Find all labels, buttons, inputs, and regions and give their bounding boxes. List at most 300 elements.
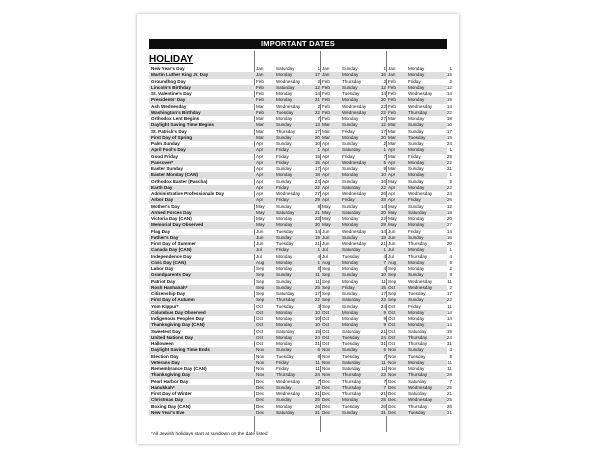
month: Jun bbox=[256, 234, 264, 240]
day-number: 1 bbox=[449, 66, 452, 71]
weekday: Sunday bbox=[408, 297, 424, 303]
weekday: Monday bbox=[408, 72, 425, 78]
day-number: 1 bbox=[383, 147, 386, 153]
month: Oct bbox=[388, 328, 396, 334]
day-number: 4 bbox=[383, 266, 386, 271]
weekday: Monday bbox=[408, 172, 425, 178]
weekday: Sunday bbox=[408, 141, 424, 146]
day-number: 21 bbox=[314, 97, 320, 103]
holiday-name: Labor Day bbox=[151, 266, 174, 271]
day-number: 27 bbox=[380, 116, 386, 121]
month: Mar bbox=[388, 166, 396, 171]
weekday: Tuesday bbox=[276, 228, 294, 234]
month: Dec bbox=[322, 384, 331, 390]
day-number: 17 bbox=[380, 128, 386, 134]
day-number: 2 bbox=[383, 141, 386, 146]
weekday: Monday bbox=[408, 222, 425, 228]
month: Sep bbox=[322, 297, 331, 303]
day-number: 15 bbox=[314, 159, 320, 165]
holiday-name: Easter Monday (CAN) bbox=[151, 172, 198, 178]
weekday: Monday bbox=[408, 359, 425, 365]
weekday: Saturday bbox=[408, 391, 427, 396]
month: Apr bbox=[388, 191, 396, 196]
weekday: Thursday bbox=[342, 372, 362, 378]
day-number: 11 bbox=[381, 359, 386, 365]
holiday-name: Columbus Day Observed bbox=[151, 309, 206, 315]
weekday: Wednesday bbox=[276, 78, 301, 84]
weekday: Sunday bbox=[276, 278, 292, 284]
weekday: Thursday bbox=[408, 403, 428, 409]
weekday: Friday bbox=[408, 228, 421, 234]
day-number: 31 bbox=[446, 341, 452, 346]
weekday: Monday bbox=[342, 397, 359, 403]
month: Sep bbox=[388, 297, 397, 303]
weekday: Tuesday bbox=[342, 353, 360, 359]
weekday: Sunday bbox=[342, 409, 358, 415]
weekday: Sunday bbox=[408, 122, 424, 128]
day-number: 22 bbox=[380, 103, 386, 109]
month: Oct bbox=[256, 322, 264, 328]
holiday-name: Mother's Day bbox=[151, 203, 180, 209]
weekday: Wednesday bbox=[342, 159, 367, 165]
month: Jul bbox=[388, 247, 394, 253]
weekday: Sunday bbox=[276, 122, 292, 128]
day-number: 22 bbox=[446, 109, 452, 115]
month: Nov bbox=[388, 372, 397, 378]
holiday-name: Election Day bbox=[151, 353, 179, 359]
weekday: Saturday bbox=[342, 209, 361, 215]
month: Sep bbox=[388, 291, 397, 296]
month: Feb bbox=[322, 109, 330, 115]
weekday: Monday bbox=[342, 266, 359, 271]
day-number: 14 bbox=[446, 309, 452, 315]
month: Apr bbox=[256, 153, 264, 159]
day-number: 1 bbox=[317, 247, 320, 253]
holiday-name: Easter Sunday bbox=[151, 166, 183, 171]
holiday-name: First Day of Spring bbox=[151, 134, 193, 140]
holiday-name: Lincoln's Birthday bbox=[151, 84, 191, 90]
weekday: Friday bbox=[276, 359, 289, 365]
day-number: 29 bbox=[380, 222, 386, 228]
day-number: 22 bbox=[446, 297, 452, 303]
day-number: 21 bbox=[380, 391, 386, 396]
month: Sep bbox=[322, 284, 331, 290]
weekday: Saturday bbox=[276, 291, 295, 296]
weekday: Monday bbox=[276, 97, 293, 103]
day-number: 16 bbox=[446, 234, 452, 240]
weekday: Sunday bbox=[276, 384, 292, 390]
day-number: 25 bbox=[446, 397, 452, 403]
day-number: 29 bbox=[446, 153, 452, 159]
holiday-name: Groundhog Day bbox=[151, 78, 186, 84]
holiday-name: Thanksgiving Day (CAN) bbox=[151, 322, 205, 328]
month: Nov bbox=[388, 366, 397, 371]
day-number: 23 bbox=[380, 297, 386, 303]
day-number: 20 bbox=[314, 134, 320, 140]
weekday: Monday bbox=[408, 316, 425, 321]
day-number: 14 bbox=[314, 91, 320, 96]
month: Mar bbox=[256, 134, 264, 140]
weekday: Monday bbox=[408, 159, 425, 165]
month: May bbox=[256, 203, 265, 209]
month: Oct bbox=[256, 341, 264, 346]
holiday-name: First Day of Winter bbox=[151, 391, 192, 396]
day-number: 6 bbox=[317, 347, 320, 353]
day-number: 17 bbox=[314, 166, 320, 171]
day-number: 9 bbox=[383, 322, 386, 328]
month: Apr bbox=[256, 178, 264, 184]
day-number: 14 bbox=[380, 203, 386, 209]
day-number: 9 bbox=[383, 316, 386, 321]
weekday: Saturday bbox=[342, 297, 361, 303]
weekday: Monday bbox=[276, 72, 293, 78]
day-number: 19 bbox=[314, 234, 320, 240]
month: Jan bbox=[256, 66, 264, 71]
day-number: 17 bbox=[446, 128, 452, 134]
day-number: 8 bbox=[317, 203, 320, 209]
day-number: 1 bbox=[449, 247, 452, 253]
month: Dec bbox=[256, 403, 265, 409]
month: Dec bbox=[256, 391, 265, 396]
day-number: 17 bbox=[446, 291, 452, 296]
weekday: Tuesday bbox=[408, 291, 426, 296]
day-number: 5 bbox=[449, 259, 452, 265]
month: Nov bbox=[388, 353, 397, 359]
day-number: 20 bbox=[380, 134, 386, 140]
month: Sep bbox=[322, 278, 331, 284]
month: Sep bbox=[388, 272, 397, 278]
day-number: 18 bbox=[380, 234, 386, 240]
weekday: Monday bbox=[276, 253, 293, 259]
weekday: Sunday bbox=[276, 272, 292, 278]
weekday: Monday bbox=[276, 259, 293, 265]
weekday: Saturday bbox=[276, 84, 295, 90]
month: Jun bbox=[388, 241, 396, 246]
day-number: 5 bbox=[383, 347, 386, 353]
weekday: Monday bbox=[408, 116, 425, 121]
month: May bbox=[322, 222, 331, 228]
weekday: Sunday bbox=[342, 203, 358, 209]
day-number: 19 bbox=[446, 97, 452, 103]
month: Mar bbox=[256, 103, 264, 109]
day-number: 7 bbox=[383, 153, 386, 159]
month: Apr bbox=[388, 147, 396, 153]
month: Oct bbox=[388, 322, 396, 328]
month: Sep bbox=[388, 278, 397, 284]
month: Apr bbox=[388, 197, 396, 203]
day-number: 17 bbox=[314, 291, 320, 296]
weekday: Friday bbox=[408, 197, 421, 203]
day-number: 15 bbox=[314, 328, 320, 334]
weekday: Monday bbox=[276, 334, 293, 340]
day-number: 2 bbox=[449, 266, 452, 271]
month: May bbox=[388, 209, 397, 215]
day-number: 1 bbox=[317, 147, 320, 153]
month: Apr bbox=[256, 141, 264, 146]
day-number: 26 bbox=[314, 403, 320, 409]
weekday: Monday bbox=[342, 316, 359, 321]
weekday: Sunday bbox=[276, 234, 292, 240]
month: Dec bbox=[322, 378, 331, 384]
day-number: 14 bbox=[446, 316, 452, 321]
day-number: 17 bbox=[314, 72, 320, 78]
month: Jan bbox=[322, 66, 330, 71]
weekday: Monday bbox=[342, 116, 359, 121]
day-number: 31 bbox=[314, 341, 320, 346]
day-number: 21 bbox=[314, 209, 320, 215]
weekday: Monday bbox=[276, 266, 293, 271]
weekday: Friday bbox=[342, 197, 355, 203]
weekday: Wednesday bbox=[276, 191, 301, 196]
month: Apr bbox=[256, 197, 264, 203]
weekday: Sunday bbox=[342, 347, 358, 353]
holiday-name: Armed Forces Day bbox=[151, 209, 192, 215]
month: Feb bbox=[388, 103, 396, 109]
weekday: Sunday bbox=[276, 397, 292, 403]
day-number: 21 bbox=[380, 328, 386, 334]
day-number: 24 bbox=[380, 334, 386, 340]
weekday: Monday bbox=[276, 222, 293, 228]
weekday: Wednesday bbox=[342, 228, 367, 234]
month: Oct bbox=[322, 316, 330, 321]
day-number: 2 bbox=[383, 78, 386, 84]
weekday: Sunday bbox=[408, 234, 424, 240]
weekday: Sunday bbox=[276, 166, 292, 171]
month: Jan bbox=[256, 72, 264, 78]
day-number: 22 bbox=[446, 184, 452, 190]
weekday: Monday bbox=[276, 216, 293, 221]
month: May bbox=[388, 203, 397, 209]
weekday: Tuesday bbox=[276, 353, 294, 359]
month: Oct bbox=[388, 316, 396, 321]
weekday: Friday bbox=[408, 303, 421, 309]
month: Dec bbox=[388, 391, 397, 396]
month: Dec bbox=[322, 397, 331, 403]
month: Mar bbox=[388, 116, 396, 121]
day-number: 18 bbox=[446, 116, 452, 121]
day-number: 5 bbox=[449, 353, 452, 359]
day-number: 8 bbox=[317, 353, 320, 359]
day-number: 29 bbox=[314, 197, 320, 203]
month: Nov bbox=[388, 359, 397, 365]
day-number: 28 bbox=[380, 197, 386, 203]
weekday: Wednesday bbox=[408, 103, 433, 109]
month: Nov bbox=[322, 359, 331, 365]
weekday: Sunday bbox=[408, 128, 424, 134]
month: Mar bbox=[256, 116, 264, 121]
month: Dec bbox=[388, 384, 397, 390]
holiday-name: St. Valentine's Day bbox=[151, 91, 192, 96]
month: Apr bbox=[256, 159, 264, 165]
day-number: 10 bbox=[380, 272, 386, 278]
weekday: Wednesday bbox=[276, 391, 301, 396]
weekday: Tuesday bbox=[276, 109, 294, 115]
weekday: Friday bbox=[276, 153, 289, 159]
holiday-name: First Day of Autumn bbox=[151, 297, 195, 303]
month: May bbox=[322, 209, 331, 215]
weekday: Sunday bbox=[276, 203, 292, 209]
month: Dec bbox=[256, 378, 265, 384]
holiday-name: Pearl Harbor Day bbox=[151, 378, 189, 384]
weekday: Friday bbox=[408, 78, 421, 84]
weekday: Saturday bbox=[276, 328, 295, 334]
weekday: Monday bbox=[342, 72, 359, 78]
month: Feb bbox=[322, 91, 330, 96]
day-number: 24 bbox=[314, 372, 320, 378]
holiday-name: April Fool's Day bbox=[151, 147, 186, 153]
weekday: Sunday bbox=[408, 203, 424, 209]
month: Aug bbox=[322, 259, 331, 265]
weekday: Friday bbox=[276, 197, 289, 203]
day-number: 22 bbox=[314, 109, 320, 115]
weekday: Saturday bbox=[276, 409, 295, 415]
day-number: 5 bbox=[383, 159, 386, 165]
weekday: Sunday bbox=[342, 272, 358, 278]
day-number: 1 bbox=[449, 147, 452, 153]
month: Jul bbox=[256, 247, 262, 253]
weekday: Sunday bbox=[342, 303, 358, 309]
weekday: Wednesday bbox=[408, 284, 433, 290]
weekday: Tuesday bbox=[342, 253, 360, 259]
month: Dec bbox=[256, 384, 265, 390]
weekday: Thursday bbox=[342, 78, 362, 84]
day-number: 12 bbox=[380, 122, 386, 128]
holiday-name: Earth Day bbox=[151, 184, 173, 190]
day-number: 22 bbox=[380, 109, 386, 115]
weekday: Monday bbox=[408, 184, 425, 190]
day-number: 23 bbox=[380, 372, 386, 378]
month: May bbox=[388, 178, 397, 184]
holiday-name: Ash Wednesday bbox=[151, 103, 187, 109]
day-number: 19 bbox=[446, 134, 452, 140]
month: Apr bbox=[256, 184, 264, 190]
month: Dec bbox=[388, 409, 397, 415]
month: Sep bbox=[322, 266, 331, 271]
holiday-name: Martin Luther King Jr. Day bbox=[151, 72, 209, 78]
month: Feb bbox=[322, 103, 330, 109]
day-number: 2 bbox=[317, 103, 320, 109]
weekday: Sunday bbox=[342, 178, 358, 184]
weekday: Tuesday bbox=[342, 403, 360, 409]
weekday: Saturday bbox=[276, 66, 295, 71]
weekday: Wednesday bbox=[276, 378, 301, 384]
weekday: Sunday bbox=[408, 347, 424, 353]
day-number: 7 bbox=[317, 116, 320, 121]
weekday: Saturday bbox=[342, 366, 361, 371]
month: Mar bbox=[256, 122, 264, 128]
day-number: 1 bbox=[449, 172, 452, 178]
day-number: 19 bbox=[446, 328, 452, 334]
day-number: 11 bbox=[447, 366, 452, 371]
weekday: Tuesday bbox=[276, 241, 294, 246]
day-number: 25 bbox=[446, 384, 452, 390]
month: Jun bbox=[388, 234, 396, 240]
weekday: Monday bbox=[276, 341, 293, 346]
holiday-name: Hanukkah* bbox=[151, 384, 175, 390]
day-number: 11 bbox=[315, 359, 320, 365]
weekday: Saturday bbox=[342, 247, 361, 253]
month: Mar bbox=[388, 128, 396, 134]
month: Dec bbox=[322, 391, 331, 396]
weekday: Sunday bbox=[276, 141, 292, 146]
month: Oct bbox=[256, 303, 264, 309]
weekday: Monday bbox=[342, 278, 359, 284]
day-number: 27 bbox=[314, 191, 320, 196]
month: Jun bbox=[256, 241, 264, 246]
month: Feb bbox=[388, 91, 396, 96]
holiday-name: Arbor Day bbox=[151, 197, 174, 203]
weekday: Sunday bbox=[342, 166, 358, 171]
day-number: 1 bbox=[317, 259, 320, 265]
page-title: IMPORTANT DATES bbox=[149, 39, 447, 49]
day-number: 17 bbox=[314, 128, 320, 134]
day-number: 10 bbox=[446, 122, 452, 128]
month: Apr bbox=[322, 191, 330, 196]
holiday-name: United Nations Day bbox=[151, 334, 194, 340]
month: Jun bbox=[322, 228, 330, 234]
weekday: Wednesday bbox=[342, 191, 367, 196]
holiday-name: Washington's Birthday bbox=[151, 109, 201, 115]
month: Jan bbox=[388, 66, 396, 71]
day-number: 22 bbox=[380, 184, 386, 190]
month: Apr bbox=[322, 184, 330, 190]
day-number: 11 bbox=[447, 359, 452, 365]
month: Apr bbox=[322, 172, 330, 178]
table-row bbox=[149, 409, 452, 416]
weekday: Wednesday bbox=[408, 397, 433, 403]
weekday: Friday bbox=[342, 284, 355, 290]
month: Sep bbox=[388, 266, 397, 271]
weekday: Tuesday bbox=[342, 91, 360, 96]
day-number: 5 bbox=[449, 178, 452, 184]
day-number: 11 bbox=[447, 278, 452, 284]
month: Oct bbox=[388, 303, 396, 309]
day-number: 8 bbox=[449, 272, 452, 278]
holiday-name: Orthodox Easter (Pascha) bbox=[151, 178, 208, 184]
weekday: Sunday bbox=[342, 122, 358, 128]
day-number: 18 bbox=[314, 172, 320, 178]
month: Mar bbox=[388, 141, 396, 146]
day-number: 31 bbox=[446, 166, 452, 171]
day-number: 3 bbox=[449, 347, 452, 353]
weekday: Sunday bbox=[342, 66, 358, 71]
day-number: 4 bbox=[449, 253, 452, 259]
month: Oct bbox=[388, 334, 396, 340]
weekday: Friday bbox=[342, 153, 355, 159]
month: May bbox=[322, 216, 331, 221]
weekday: Thursday bbox=[408, 109, 428, 115]
month: Mar bbox=[322, 128, 330, 134]
weekday: Sunday bbox=[342, 291, 358, 296]
day-number: 7 bbox=[317, 378, 320, 384]
month: Jan bbox=[388, 72, 396, 78]
month: Apr bbox=[322, 147, 330, 153]
month: Nov bbox=[256, 359, 265, 365]
month: Oct bbox=[322, 322, 330, 328]
month: Oct bbox=[256, 316, 264, 321]
month: Feb bbox=[256, 84, 264, 90]
day-number: 28 bbox=[446, 372, 452, 378]
day-number: 14 bbox=[314, 228, 320, 234]
month: Apr bbox=[388, 184, 396, 190]
weekday: Monday bbox=[408, 366, 425, 371]
weekday: Sunday bbox=[408, 166, 424, 171]
day-number: 15 bbox=[314, 153, 320, 159]
month: Oct bbox=[256, 309, 264, 315]
calendar-page bbox=[137, 14, 459, 444]
holiday-name: New Year's Eve bbox=[151, 409, 185, 415]
month: Dec bbox=[322, 403, 331, 409]
